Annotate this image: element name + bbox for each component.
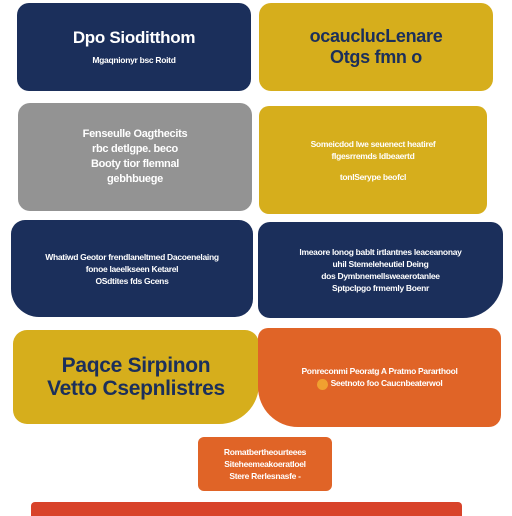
card-text-line: fonoe laeelkseen Ketarel bbox=[85, 263, 179, 274]
card-text-line: Ponreconmi Peoratg A Pratmo Pararthool bbox=[301, 366, 458, 377]
card-text-line: gebhbuege bbox=[107, 173, 163, 185]
card-text-span: Seetnoto foo Caucnbeaterwol bbox=[330, 378, 443, 389]
card-final bbox=[198, 437, 332, 491]
card-text-line: flgesrremds ldbeaertd bbox=[331, 150, 415, 161]
card-text-line bbox=[317, 377, 443, 389]
card-bottom-left bbox=[13, 330, 259, 424]
card-footer-text: tonlSerype beofcl bbox=[339, 171, 407, 182]
card-text-line: Sptpclpgo frmemly Boenr bbox=[331, 283, 429, 293]
card-top-right bbox=[259, 3, 493, 91]
card-middle-right bbox=[259, 106, 487, 214]
card-text-line: Siteheemeakoeratloel bbox=[224, 459, 306, 469]
card-text-line: rbc detlgpe. beco bbox=[92, 143, 178, 155]
card-text-line: Whatiwd Geotor frendlaneltmed Dacoenelaing bbox=[45, 251, 219, 262]
card-title: Paqce Sirpinon bbox=[61, 354, 211, 377]
bottom-bar bbox=[31, 502, 462, 516]
card-bottom-right bbox=[258, 328, 501, 427]
card-title: Dpo Sioditthom bbox=[72, 28, 196, 47]
card-title: ocauclucLenare bbox=[309, 26, 443, 46]
card-lower-right bbox=[258, 222, 503, 318]
card-text-line: lmeaore lonog bablt irtlantnes leaceanonay bbox=[299, 247, 462, 257]
card-text-line: Booty tior flemnal bbox=[90, 158, 180, 170]
card-text-line: Romatbertheourteees bbox=[223, 447, 307, 457]
card-text-line: Stere Rerlesnasfe - bbox=[229, 471, 301, 481]
card-text-line: Mgaqnionyr bsc Roitd bbox=[92, 55, 176, 65]
card-text-line: OSdtites fds Gcens bbox=[95, 275, 169, 286]
card-text-line: uhil Stemeleheutiel Deing bbox=[332, 259, 429, 269]
card-subtitle: Vetto Csepnlistres bbox=[47, 377, 225, 400]
card-text-line: Fenseulle Oagthecits bbox=[82, 128, 188, 140]
circle-icon bbox=[317, 379, 328, 390]
card-subtitle: Otgs fmn o bbox=[330, 47, 422, 67]
card-top-left bbox=[17, 3, 251, 91]
card-lower-left bbox=[11, 220, 253, 317]
card-text-line: Someicdod lwe seuenect heatiref bbox=[310, 138, 436, 149]
card-text-line: dos Dymbnemellsweaerotanlee bbox=[321, 271, 440, 281]
card-middle-left bbox=[18, 103, 252, 211]
